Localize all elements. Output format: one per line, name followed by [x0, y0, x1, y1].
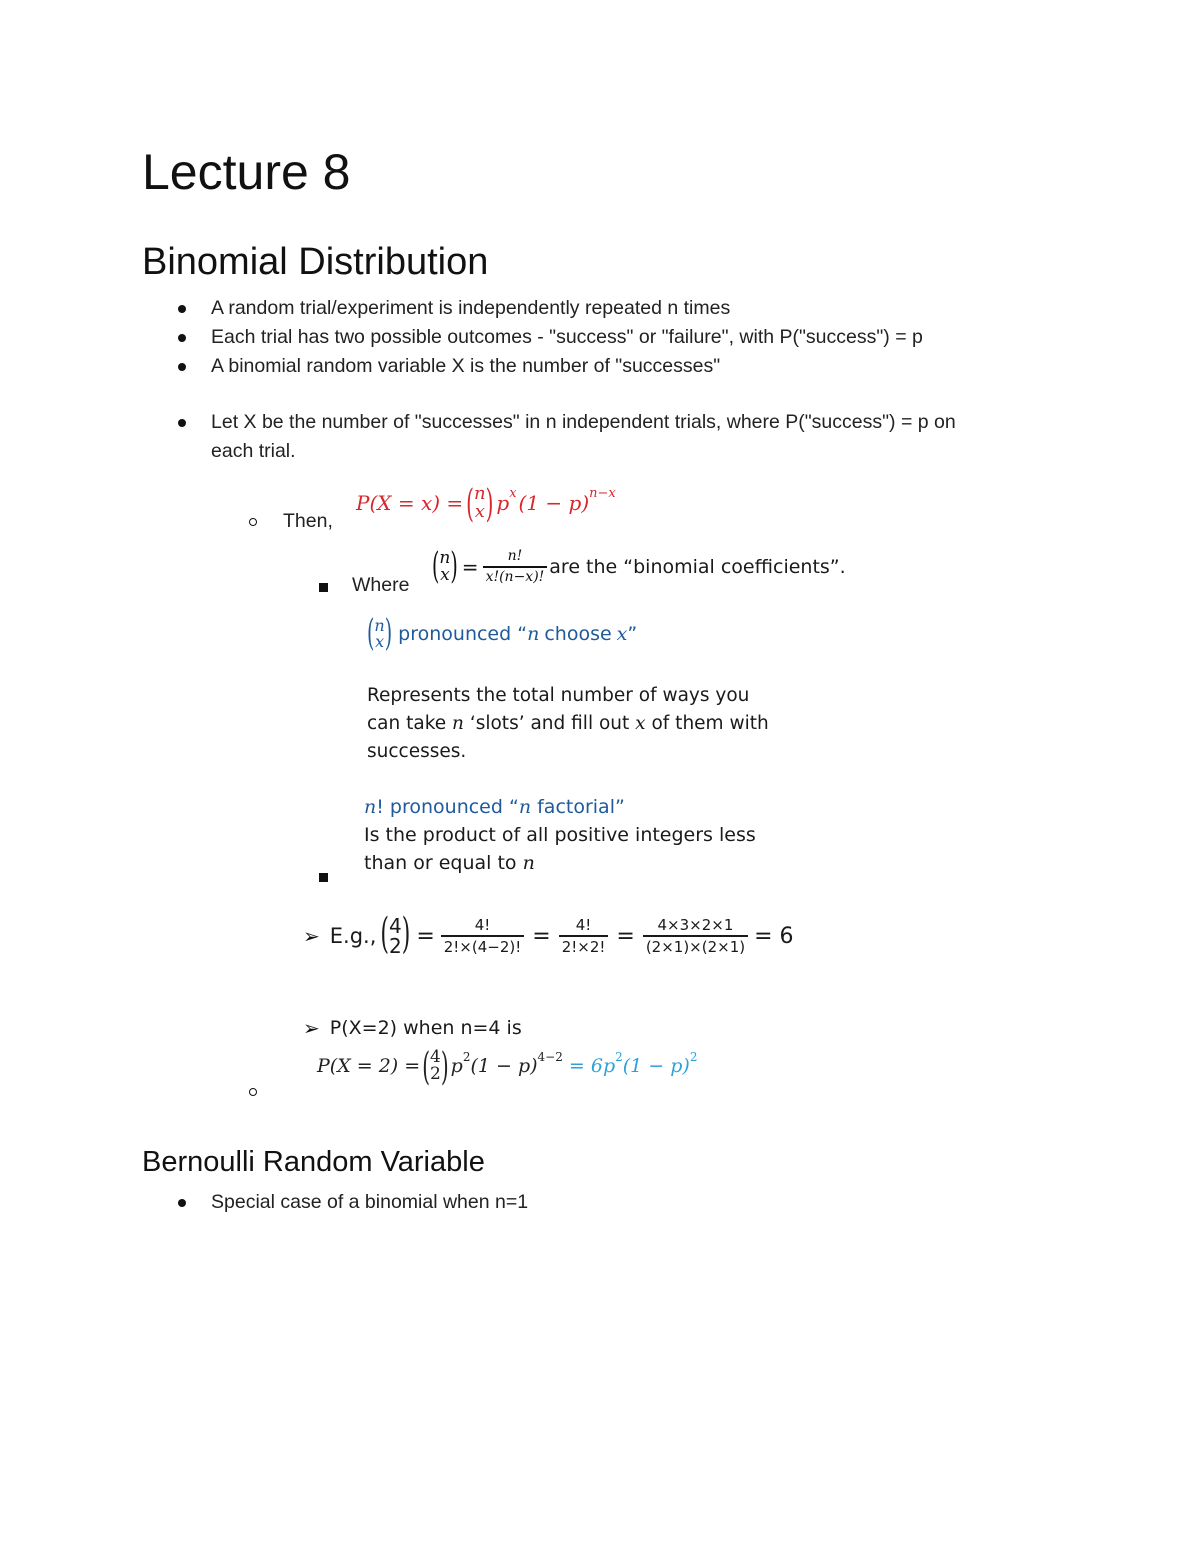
choose-pronunciation-note	[367, 612, 637, 656]
bullet-dot	[178, 419, 186, 427]
represents-line: Represents the total number of ways you	[367, 685, 750, 706]
bullet-square	[319, 873, 328, 882]
fraction-numerator: 4!	[474, 915, 491, 934]
factorial-line: Is the product of all positive integers less	[364, 824, 756, 846]
px2-formula	[317, 1042, 697, 1090]
binom-bottom: 2	[430, 1064, 441, 1084]
binom-top: 4	[430, 1047, 441, 1067]
coef-description: are the “binomial coefficients”.	[549, 556, 846, 578]
fraction-denominator: 2!×(4−2)!	[441, 935, 525, 956]
binomial-coefficient: ( 4 2 )	[380, 911, 411, 959]
factorial-title	[364, 793, 756, 821]
represents-line	[367, 710, 769, 738]
formula-lhs: P(X = x) =	[356, 491, 464, 515]
arrow-bullet-icon: ➢	[303, 1016, 320, 1040]
fraction-numerator: 4!	[575, 915, 592, 934]
fraction	[643, 917, 748, 956]
then-label: Then,	[283, 510, 333, 532]
choose-word: choose	[544, 623, 612, 645]
exp: 2	[615, 1050, 623, 1064]
binom-x: x	[440, 565, 450, 585]
result-paren: (1 − p)	[622, 1055, 690, 1077]
list-item: Special case of a binomial when n=1	[211, 1191, 529, 1213]
n-symbol: n	[527, 623, 540, 645]
binomial-coefficient: ( n x )	[367, 612, 393, 654]
list-item: A random trial/experiment is independently repeated n times	[211, 297, 731, 319]
list-item: A binomial random variable X is the number of "successes"	[211, 355, 721, 377]
equals: =	[562, 1055, 591, 1077]
text-span: than or equal to	[364, 852, 523, 874]
exp: 4−2	[537, 1050, 563, 1064]
formula-one-minus-p: (1 − p)	[518, 491, 590, 515]
formula-exp-n-minus-x: n−x	[589, 486, 616, 501]
arrow-bullet-icon: ➢	[303, 924, 320, 948]
fraction-numerator: 4×3×2×1	[657, 915, 734, 934]
bullet-circle	[249, 1088, 257, 1096]
n-symbol: n	[452, 713, 464, 734]
example-computation: ➢ E.g., ( 4 2 ) = $\frac{4!}{2!\times(4-2)!}$ = $\frac{4!}{2!\times 2!}$ = $\frac{4\times 3\times 2\times 1}{(2\times 1)\times(2\times 1)}$ = 6	[303, 911, 794, 959]
fraction-denominator: 2!×2!	[559, 935, 609, 956]
list-item-continuation: each trial.	[211, 440, 296, 462]
pronounced-text: pronounced “	[398, 623, 528, 645]
n-symbol: n	[522, 852, 535, 874]
n-symbol: n	[518, 796, 532, 818]
text-span: factorial”	[531, 796, 625, 818]
binomial-coefficient: ( n x )	[432, 545, 458, 587]
quote-close: ”	[627, 623, 638, 645]
binom-top: 4	[388, 914, 402, 938]
factorial-note	[364, 793, 756, 877]
x-symbol: x	[635, 713, 646, 734]
section-heading-bernoulli: Bernoulli Random Variable	[142, 1146, 485, 1178]
fraction-denominator: x!(n−x)!	[483, 566, 548, 585]
exp: 2	[689, 1050, 698, 1064]
formula-exp-x: x	[509, 486, 517, 501]
exp: 2	[462, 1050, 471, 1064]
list-item: Let X be the number of "successes" in n independent trials, where P("success") = p on	[211, 411, 956, 433]
x-symbol: x	[616, 623, 628, 645]
binom-n: n	[374, 616, 385, 635]
page-title: Lecture 8	[142, 144, 351, 200]
bullet-dot	[178, 305, 186, 313]
text-span: ! pronounced “	[376, 796, 519, 818]
fraction	[441, 917, 525, 956]
binom-n: n	[473, 483, 486, 504]
binom-bottom: 2	[388, 934, 402, 958]
bullet-square	[319, 583, 328, 592]
bullet-dot	[178, 363, 186, 371]
binom-x: x	[474, 501, 485, 522]
formula-p: p	[496, 491, 510, 515]
fraction-denominator: (2×1)×(2×1)	[643, 935, 748, 956]
binomial-pmf-formula	[356, 480, 616, 526]
represents-paragraph	[367, 682, 769, 766]
text-span: can take	[367, 713, 453, 734]
formula-p: p	[450, 1055, 463, 1077]
list-item: Each trial has two possible outcomes - "success" or "failure", with P("success") = p	[211, 326, 923, 348]
formula-one-minus-p: (1 − p)	[470, 1055, 538, 1077]
text-span: ‘slots’ and fill out	[463, 713, 636, 734]
binomial-coefficient-definition: ( n x ) = $\frac{n!}{x!(n-x)!}$ are the “binomial coefficients”.	[432, 545, 846, 587]
binomial-coefficient: ( 4 2 )	[422, 1043, 449, 1089]
bullet-circle	[249, 518, 257, 526]
fraction	[559, 917, 609, 956]
factorial-line	[364, 849, 756, 877]
n-symbol: n	[364, 796, 377, 818]
represents-line: successes.	[367, 741, 467, 762]
example-label: E.g.,	[329, 924, 377, 948]
example-result: = 6	[754, 923, 794, 949]
binom-x: x	[375, 632, 385, 651]
bullet-dot	[178, 334, 186, 342]
fraction-numerator: n!	[507, 547, 523, 564]
bullet-dot	[178, 1199, 186, 1207]
where-label: Where	[352, 574, 410, 596]
text-span: of them with	[645, 713, 769, 734]
px2-label: P(X=2) when n=4 is	[329, 1017, 522, 1039]
binom-n: n	[439, 548, 451, 568]
px2-heading	[303, 1014, 522, 1042]
formula-lhs: P(X = 2) =	[317, 1055, 421, 1077]
binomial-coefficient: ( n x )	[466, 480, 494, 526]
factorial-fraction	[483, 549, 548, 586]
result-coef: 6p	[590, 1055, 616, 1077]
section-heading-binomial: Binomial Distribution	[142, 241, 489, 283]
